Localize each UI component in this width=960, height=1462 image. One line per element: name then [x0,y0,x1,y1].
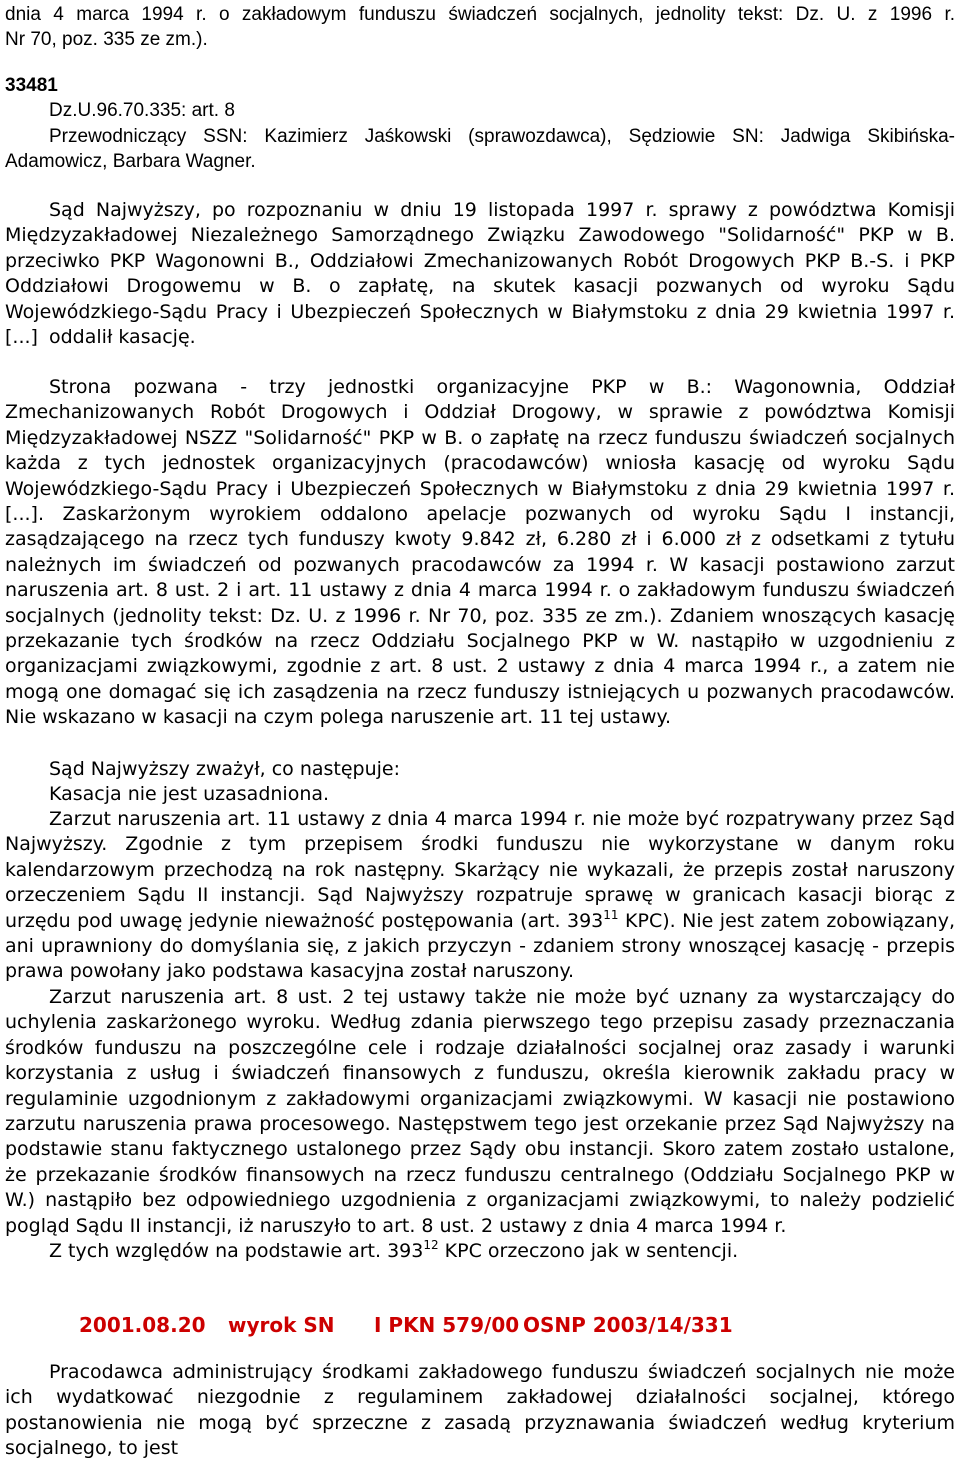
thesis-paragraph: Pracodawca administrujący środkami zakładowego funduszu świadczeń socjalnych nie może ich wydatkować niezgodnie z regulaminem zakładowej działalności socjalnej, którego postanowienia nie mogą być sprzeczne z zasadą przyznawania świadczeń według kryterium socjalnego, to jest [5,1361,955,1460]
bench-composition: Przewodniczący SSN: Kazimierz Jaśkowski (sprawozdawca), Sędziowie SN: Jadwiga Skibińska-Adamowicz, Barbara Wagner. [5,125,955,173]
paragraph-text: KPC orzeczono jak w sentencji. [438,1240,739,1262]
continued-text-line: dnia 4 marca 1994 r. o zakładowym funduszu świadczeń socjalnych, jednolity tekst: Dz. U. z 1996 r. [5,4,955,25]
heading-publication: OSNP 2003/14/331 [523,1313,733,1337]
ruling-paragraph: Sąd Najwyższy, po rozpoznaniu w dniu 19 listopada 1997 r. sprawy z powództwa Komisji Międzyzakładowej Niezależnego Samorządnego Związku Zawodowego "Solidarność" PKP w B. przeciwko PKP Wagonowni B., Oddziałowi Zmechanizowanych Robót Drogowych PKP B.-S. i PKP Oddziałowi Drogowemu w B. o zapłatę, na skutek kasacji pozwanych od wyroku Sądu Wojewódzkiego-Sądu Pracy i Ubezpieczeń Społecznych w Białymstoku z dnia 29 kwietnia 1997 r. [...] [5,199,955,349]
cassation-not-justified: Kasacja nie jest uzasadniona. [49,783,330,805]
paragraph-text: Zarzut naruszenia art. 11 ustawy z dnia 4 marca 1994 r. nie może być rozpatrywany przez Sąd Najwyższy. Zgodnie z tym przepisem środki funduszu nie wykorzystane w danym roku kalendarzowym przechodzą na rok następny. Skarżący nie wykazali, że przepis został naruszony orzeczeniem Sądu II instancji. Sąd Najwyższy rozpatruje sprawę w granicach kasacji biorąc z urzędu pod uwagę jedynie nieważność postępowania (art. 393 [5,808,955,932]
heading-signature: I PKN 579/00 [374,1313,520,1337]
paragraph-art-8: Zarzut naruszenia art. 8 ust. 2 tej ustawy także nie może być uznany za wystarczający do uchylenia zaskarżonego wyroku. Według zdania pierwszego tego przepisu zasady przeznaczania środków funduszu na poszczególne cele i rodzaje działalności socjalnej oraz zasady i warunki korzystania z usług i świadczeń finansowych z funduszu, określa kierownik zakładu pracy w regulaminie uzgodnionym z zakładowymi organizacjami związkowymi. W kasacji nie postawiono zarzutu naruszenia prawa procesowego. Następstwem tego jest orzekanie przez Sąd Najwyższy na podstawie stanu faktycznego ustalonego przez Sądy obu instancji. Skoro zatem zostało ustalone, że przekazanie środków finansowych na rzecz funduszu centralnego (Oddziału Socjalnego PKP w W.) nastąpiło bez odpowiedniego uzgodnienia z organizacjami związkowymi, to należy podzielić pogląd Sądu II instancji, iż naruszyło to art. 8 ust. 2 ustawy z dnia 4 marca 1994 r. [5,986,955,1237]
heading-date: 2001.08.20 [79,1313,206,1337]
justification-paragraph: Strona pozwana - trzy jednostki organizacyjne PKP w B.: Wagonownia, Oddział Zmechanizowanych Robót Drogowych i Oddział Drogowy, w sprawie z powództwa Komisji Międzyzakładowej NSZZ "Solidarność" PKP w B. o zapłatę na rzecz funduszu świadczeń socjalnych każda z tych jednostek organizacyjnych (pracodawców) wniosła kasację od wyroku Sądu Wojewódzkiego-Sądu Pracy i Ubezpieczeń Społecznych w Białymstoku z dnia 29 kwietnia 1997 r. [...]. Zaskarżonym wyrokiem oddalono apelacje pozwanych od wyroku Sądu I instancji, zasądzającego na rzecz tych funduszy kwoty 9.842 zł, 6.280 zł i 6.000 zł z odsetkami z tytułu należnych im świadczeń od pozwanych pracodawców za 1994 r. W kasacji postawiono zarzut naruszenia art. 8 ust. 2 i art. 11 ustawy z dnia 4 marca 1994 r. o zakładowym funduszu świadczeń socjalnych (jednolity tekst: Dz. U. z 1996 r. Nr 70, poz. 335 ze zm.). Zdaniem wnoszących kasację przekazanie tych środków na rzecz Oddziału Socjalnego PKP w W. nastąpiło w uzgodnieniu z organizacjami związkowymi, zgodnie z art. 8 ust. 2 ustawy z dnia 4 marca 1994 r., a zatem nie mogą one domagać się ich zasądzenia na rzecz funduszy istniejących u pozwanych pracodawców. Nie wskazano w kasacji na czym polega naruszenie art. 11 tej ustawy. [5,376,955,729]
paragraph-text: KPC). Nie jest zatem zobowiązany, ani uprawniony do domyślania się, z jakich przyczyn - zdaniem strony wnoszącej kasację - przepis prawa powołany jako podstawa kasacyjna został naruszony. [5,909,955,983]
paragraph-text: Z tych względów na podstawie art. 393 [49,1240,424,1262]
legal-basis: Dz.U.96.70.335: art. 8 [49,100,235,122]
continued-text [5,2,955,53]
article-superscript: 12 [423,1238,439,1252]
article-superscript: 11 [603,907,619,922]
case-metadata [5,73,955,175]
court-considered: Sąd Najwyższy zważył, co następuje: [49,758,401,780]
case-number: 33481 [5,75,58,96]
continued-text-line: Nr 70, poz. 335 ze zm.). [5,29,208,51]
paragraph-art-11 [5,807,955,985]
heading-type: wyrok SN [228,1313,335,1337]
ruling-conclusion: oddalił kasację. [49,326,196,348]
paragraph-conclusion [5,1239,955,1264]
